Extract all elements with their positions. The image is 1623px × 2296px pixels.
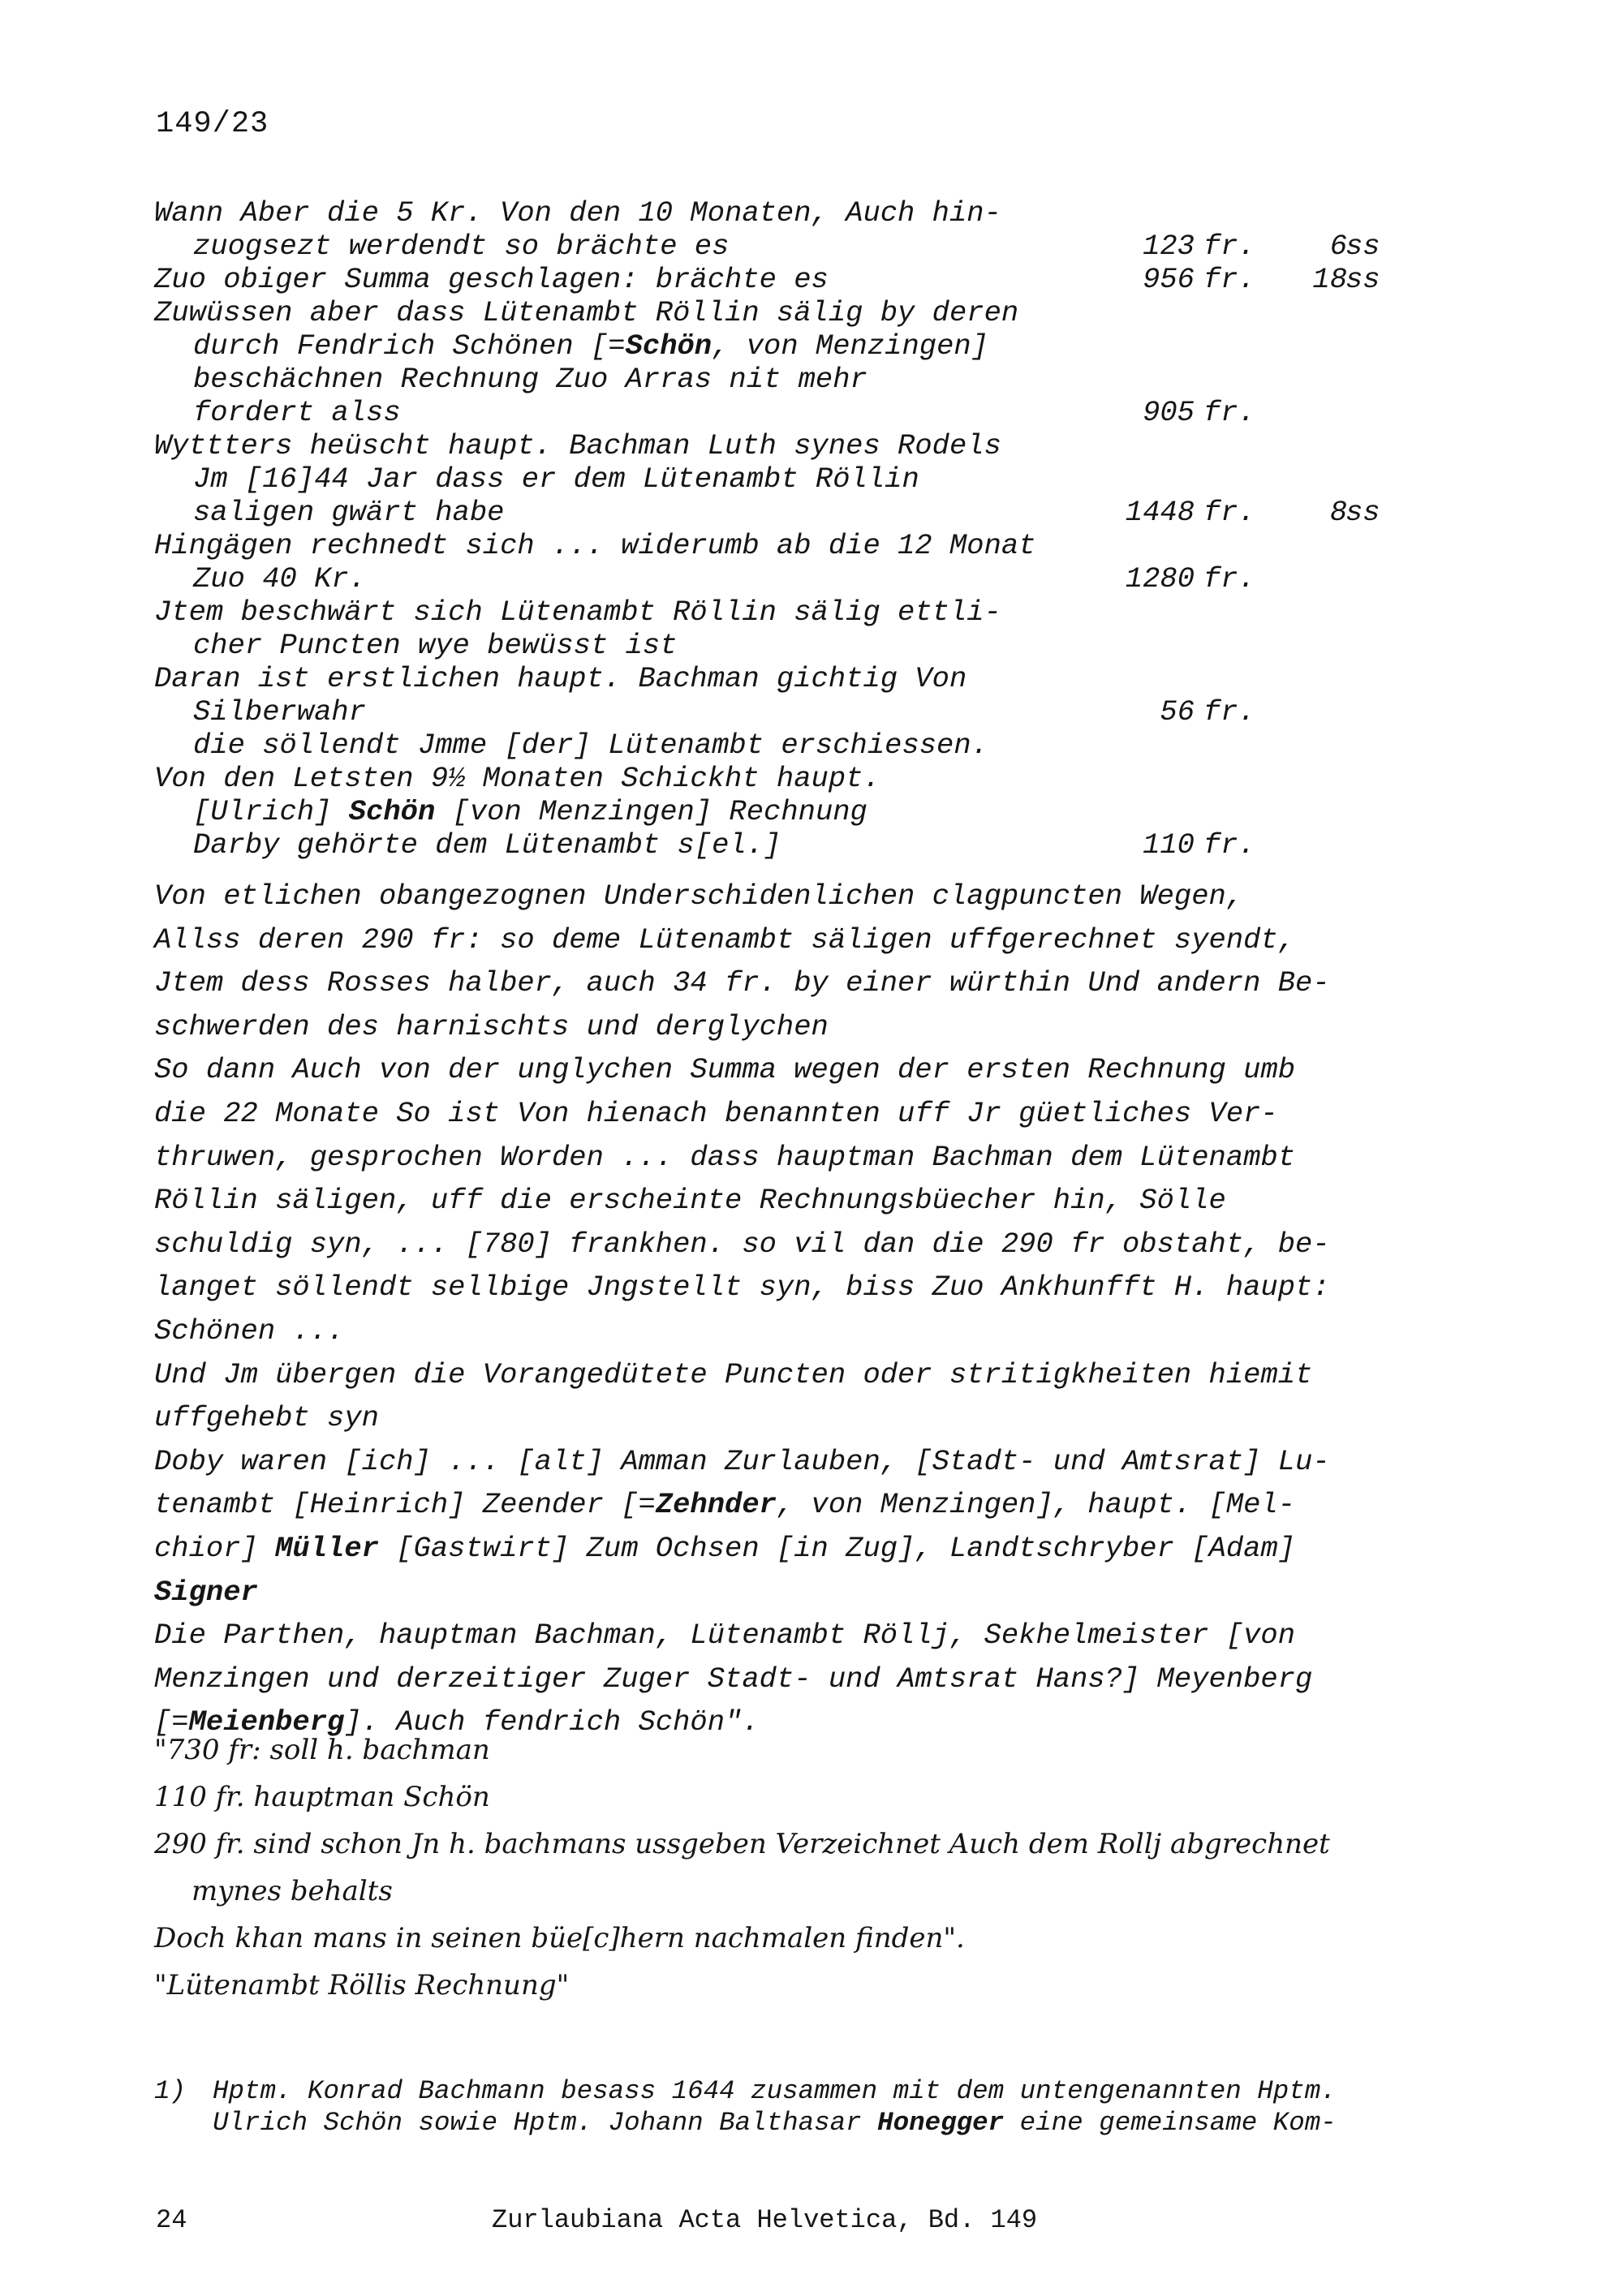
ledger-text: Zuo obiger Summa geschlagen: brächte es: [154, 263, 829, 296]
bold-name: Signer: [154, 1575, 258, 1609]
footer-series-title: Zurlaubiana Acta Helvetica, Bd. 149: [492, 2205, 1038, 2235]
ledger-unit: fr.: [1203, 695, 1255, 729]
ledger-text: Von den Letsten 9½ Monaten Schickht haupt.: [154, 762, 880, 795]
paragraph-line: langet söllendt sellbige Jngstellt syn, biss Zuo Ankhunfft H. haupt:: [154, 1271, 1330, 1305]
ledger-text: Jm [16]44 Jar dass er dem Lütenambt Röllin: [193, 462, 919, 496]
text-segment: [=: [154, 1705, 189, 1739]
ledger-text: [193, 329, 988, 363]
ledger-text: Hingägen rechnedt sich ... widerumb ab die 12 Monat: [154, 529, 1036, 562]
ledger-subamount: 18: [1312, 263, 1347, 296]
paragraph-line: Doby waren [ich] ... [alt] Amman Zurlauben, [Stadt- und Amtsrat] Lu-: [154, 1444, 1330, 1478]
text-segment: tenambt [Heinrich] Zeender [=: [154, 1488, 656, 1522]
paragraph-line: uffgehebt syn: [154, 1401, 379, 1435]
paragraph-line: Von etlichen obangezognen Underschidenlichen clagpuncten Wegen,: [154, 879, 1244, 913]
text-segment: [von Menzingen] Rechnung: [435, 795, 867, 828]
text-segment: [Ulrich]: [193, 795, 349, 828]
paragraph-line: Allss deren 290 fr: so deme Lütenambt säligen uffgerechnet syendt,: [154, 922, 1296, 957]
paragraph-line: schuldig syn, ... [780] frankhen. so vil dan die 290 fr obstaht, be-: [154, 1227, 1330, 1261]
text-segment: durch Fendrich Schönen [=: [193, 329, 626, 363]
bold-name: Schön: [348, 795, 436, 828]
paragraph-line: Die Parthen, hauptman Bachman, Lütenambt Röllj, Sekhelmeister [von: [154, 1619, 1296, 1653]
paragraph-line: [154, 1483, 1420, 1527]
ledger-row: [154, 329, 1420, 363]
paragraph-line: Röllin säligen, uff die erscheinte Rechnungsbüecher hin, Sölle: [154, 1184, 1226, 1218]
ledger-row: [154, 496, 1420, 529]
text-segment: , von Menzingen], haupt. [Mel-: [776, 1488, 1296, 1522]
ledger-text: Zuo 40 Kr.: [193, 562, 367, 595]
ledger-subamount: 6: [1329, 230, 1347, 263]
text-segment: , von Menzingen]: [712, 329, 988, 363]
bold-name: Meienberg: [188, 1705, 345, 1739]
text-segment: chior]: [154, 1531, 276, 1565]
footer-page-number: 24: [156, 2205, 187, 2235]
ledger-text: die söllendt Jmme [der] Lütenambt erschiessen.: [193, 729, 988, 762]
ledger-text: [193, 795, 867, 828]
ledger-amount: 1280: [1125, 562, 1195, 595]
ledger-text: Darby gehörte dem Lütenambt s[el.]: [193, 828, 781, 862]
bold-name: Honegger: [877, 2108, 1005, 2138]
ledger-unit: fr.: [1203, 496, 1255, 529]
ledger-unit: fr.: [1203, 828, 1255, 862]
handwritten-line: mynes behalts: [192, 1875, 393, 1907]
ledger-subunit: ss: [1345, 263, 1380, 296]
footnote-marker: 1): [154, 2076, 187, 2106]
handwritten-line: 290 fr. sind schon Jn h. bachmans ussgeben Verzeichnet Auch dem Rollj abgrechnet: [154, 1828, 1330, 1860]
ledger-text: Silberwahr: [193, 695, 367, 729]
ledger-amount: 905: [1143, 396, 1195, 429]
ledger-unit: fr.: [1203, 263, 1255, 296]
ledger-row: [154, 695, 1420, 729]
ledger-row: [154, 729, 1420, 762]
ledger-row: [154, 828, 1420, 862]
ledger-row: [154, 562, 1420, 595]
verdict-paragraph: [154, 875, 1420, 1744]
ledger-amount: 956: [1143, 263, 1195, 296]
ledger-unit: fr.: [1203, 562, 1255, 595]
text-segment: [Gastwirt] Zum Ochsen [in Zug], Landtschryber [Adam]: [378, 1531, 1296, 1565]
ledger-amount: 110: [1143, 828, 1195, 862]
paragraph-line: [154, 1527, 1420, 1571]
handwritten-line: 110 fr. hauptman Schön: [154, 1781, 490, 1813]
ledger-table: [154, 196, 1420, 862]
footnote-text: Ulrich Schön sowie Hptm. Johann Balthasar Honegger eine gemeinsame Kom-: [213, 2108, 1337, 2138]
ledger-row: [154, 762, 1420, 795]
ledger-row: [154, 529, 1420, 562]
footnote-text: Hptm. Konrad Bachmann besass 1644 zusammen mit dem untengenannten Hptm.: [213, 2076, 1337, 2106]
bold-name: Schön: [625, 329, 712, 363]
ledger-text: Wyttters heüscht haupt. Bachman Luth synes Rodels: [154, 429, 1001, 462]
ledger-subunit: ss: [1345, 230, 1380, 263]
ledger-row: [154, 462, 1420, 496]
ledger-unit: fr.: [1203, 396, 1255, 429]
ledger-amount: 123: [1143, 230, 1195, 263]
footnote: [154, 2075, 1420, 2139]
ledger-row: [154, 662, 1420, 695]
handwritten-line: "Lütenambt Röllis Rechnung": [154, 1969, 570, 2001]
ledger-amount: 1448: [1125, 496, 1195, 529]
ledger-row: [154, 230, 1420, 263]
ledger-text: Wann Aber die 5 Kr. Von den 10 Monaten, Auch hin-: [154, 196, 1001, 230]
ledger-row: [154, 263, 1420, 296]
ledger-text: Zuwüssen aber dass Lütenambt Röllin sälig by deren: [154, 296, 1019, 329]
paragraph-line: Schönen ...: [154, 1314, 345, 1348]
ledger-unit: fr.: [1203, 230, 1255, 263]
paragraph-line: [154, 1571, 1420, 1615]
footnote-line: [154, 2075, 1420, 2107]
handwritten-note: [154, 1726, 1420, 2009]
ledger-amount: 56: [1160, 695, 1195, 729]
paragraph-line: thruwen, gesprochen Worden ... dass hauptman Bachman dem Lütenambt: [154, 1140, 1296, 1174]
paragraph-line: die 22 Monate So ist Von hienach benannten uff Jr güetliches Ver-: [154, 1096, 1278, 1130]
ledger-subunit: ss: [1345, 496, 1380, 529]
ledger-text: saligen gwärt habe: [193, 496, 505, 529]
paragraph-line: Und Jm übergen die Vorangedütete Puncten oder stritigkheiten hiemit: [154, 1357, 1313, 1391]
ledger-text: Jtem beschwärt sich Lütenambt Röllin sälig ettli-: [154, 595, 1001, 629]
handwritten-line: "730 fr: soll h. bachman: [154, 1734, 490, 1766]
ledger-row: [154, 429, 1420, 462]
ledger-row: [154, 795, 1420, 828]
ledger-text: Daran ist erstlichen haupt. Bachman gichtig Von: [154, 662, 967, 695]
ledger-row: [154, 396, 1420, 429]
paragraph-line: Menzingen und derzeitiger Zuger Stadt- und Amtsrat Hans?] Meyenberg: [154, 1662, 1313, 1696]
ledger-text: zuogsezt werdendt so brächte es: [193, 230, 730, 263]
ledger-text: cher Puncten wye bewüsst ist: [193, 629, 678, 662]
paragraph-line: Jtem dess Rosses halber, auch 34 fr. by einer würthin Und andern Be-: [154, 966, 1330, 1000]
footnote-line: [154, 2107, 1420, 2139]
bold-name: Zehnder: [655, 1488, 777, 1522]
text-segment: ]. Auch fendrich Schön".: [344, 1705, 760, 1739]
handwritten-line: Doch khan mans in seinen büe[c]hern nachmalen finden".: [154, 1922, 965, 1954]
paragraph-line: schwerden des harnischts und derglychen: [154, 1009, 829, 1043]
page-reference: 149/23: [156, 107, 269, 141]
ledger-row: [154, 629, 1420, 662]
ledger-text: beschächnen Rechnung Zuo Arras nit mehr: [193, 363, 867, 396]
ledger-row: [154, 363, 1420, 396]
paragraph-line: So dann Auch von der unglychen Summa wegen der ersten Rechnung umb: [154, 1053, 1296, 1087]
ledger-subamount: 8: [1329, 496, 1347, 529]
ledger-row: [154, 196, 1420, 230]
bold-name: Müller: [275, 1531, 379, 1565]
ledger-text: fordert alss: [193, 396, 401, 429]
ledger-row: [154, 595, 1420, 629]
ledger-row: [154, 296, 1420, 329]
